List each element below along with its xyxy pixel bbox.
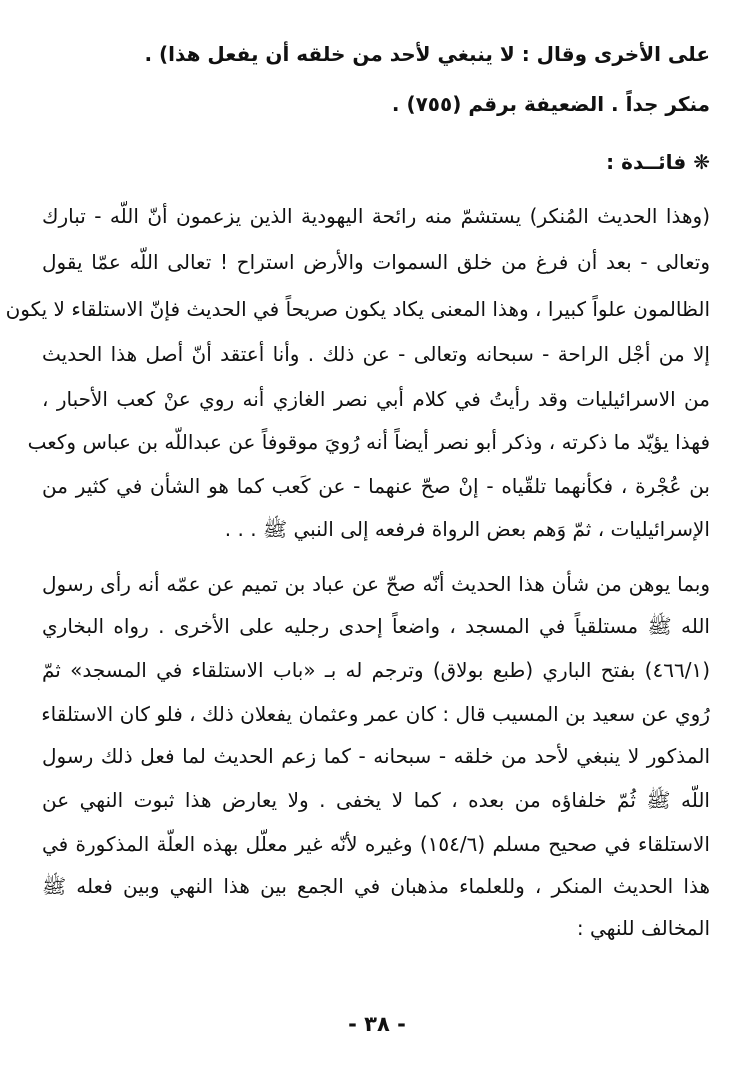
faida-heading: ❋ فائــدة : — [606, 150, 710, 174]
para2-line: وبما يوهن من شأن هذا الحديث أنّه صحّ عن عباد بن تميم عن عمّه أنه رأى رسول — [42, 572, 710, 596]
para2-line: هذا الحديث المنكر ، وللعلماء مذهبان في الجمع بين هذا النهي وبين فعله ﷺ — [42, 874, 710, 898]
faida-line: إلا من أجْل الراحة - سبحانه وتعالى - عن ذلك . وأنا أعتقد أنّ أصل هذا الحديث — [42, 342, 710, 366]
faida-line: الظالمون علواً كبيرا ، وهذا المعنى يكاد يكون صريحاً في الحديث فإنّ الاستلقاء لا يكون — [5, 297, 710, 321]
top-line-1: على الأخرى وقال : لا ينبغي لأحد من خلقه أن يفعل هذا) . — [144, 42, 710, 66]
para2-line: (٤٦٦/١) بفتح الباري (طبع بولاق) وترجم له بـ «باب الاستلقاء في المسجد» ثمّ — [42, 658, 710, 682]
para2-line: الله ﷺ مستلقياً في المسجد ، واضعاً إحدى رجليه على الأخرى . رواه البخاري — [42, 614, 710, 638]
faida-line: (وهذا الحديث المُنكر) يستشمّ منه رائحة اليهودية الذين يزعمون أنّ اللّه - تبارك — [42, 204, 710, 228]
para2-line: رُوي عن سعيد بن المسيب قال : كان عمر وعثمان يفعلان ذلك ، فلو كان الاستلقاء — [41, 702, 710, 726]
para2-line: الاستلقاء في صحيح مسلم (١٥٤/٦) وغيره لأنّه غير معلّل بهذه العلّة المذكورة في — [42, 832, 710, 856]
faida-line: بن عُجْرة ، فكأنهما تلقّياه - إنْ صحّ عنهما - عن كَعب كما هو الشأن في كثير من — [42, 474, 710, 498]
top-line-2: منكر جداً . الضعيفة برقم (٧٥٥) . — [391, 92, 710, 116]
faida-line: الإسرائيليات ، ثمّ وَهم بعض الرواة فرفعه إلى النبي ﷺ . . . — [224, 517, 710, 541]
faida-line: من الاسرائيليات وقد رأيتُ في كلام أبي نصر الغازي أنه روي عنْ كعب الأحبار ، — [42, 387, 710, 411]
para2-line: المذكور لا ينبغي لأحد من خلقه - سبحانه - كما زعم الحديث لما فعل ذلك رسول — [42, 744, 710, 768]
para2-line: المخالف للنهي : — [576, 916, 710, 940]
page-number: - ٣٨ - — [348, 1012, 406, 1036]
faida-line: وتعالى - بعد أن فرغ من خلق السموات والأرض استراح ! تعالى اللّه عمّا يقول — [42, 250, 710, 274]
para2-line: اللّه ﷺ ثُمّ خلفاؤه من بعده ، كما لا يخفى . ولا يعارض هذا ثبوت النهي عن — [42, 788, 710, 812]
faida-line: فهذا يؤيّد ما ذكرته ، وذكر أبو نصر أيضاً أنه رُويَ موقوفاً عن عبداللّه بن عباس وكعب — [27, 430, 710, 454]
